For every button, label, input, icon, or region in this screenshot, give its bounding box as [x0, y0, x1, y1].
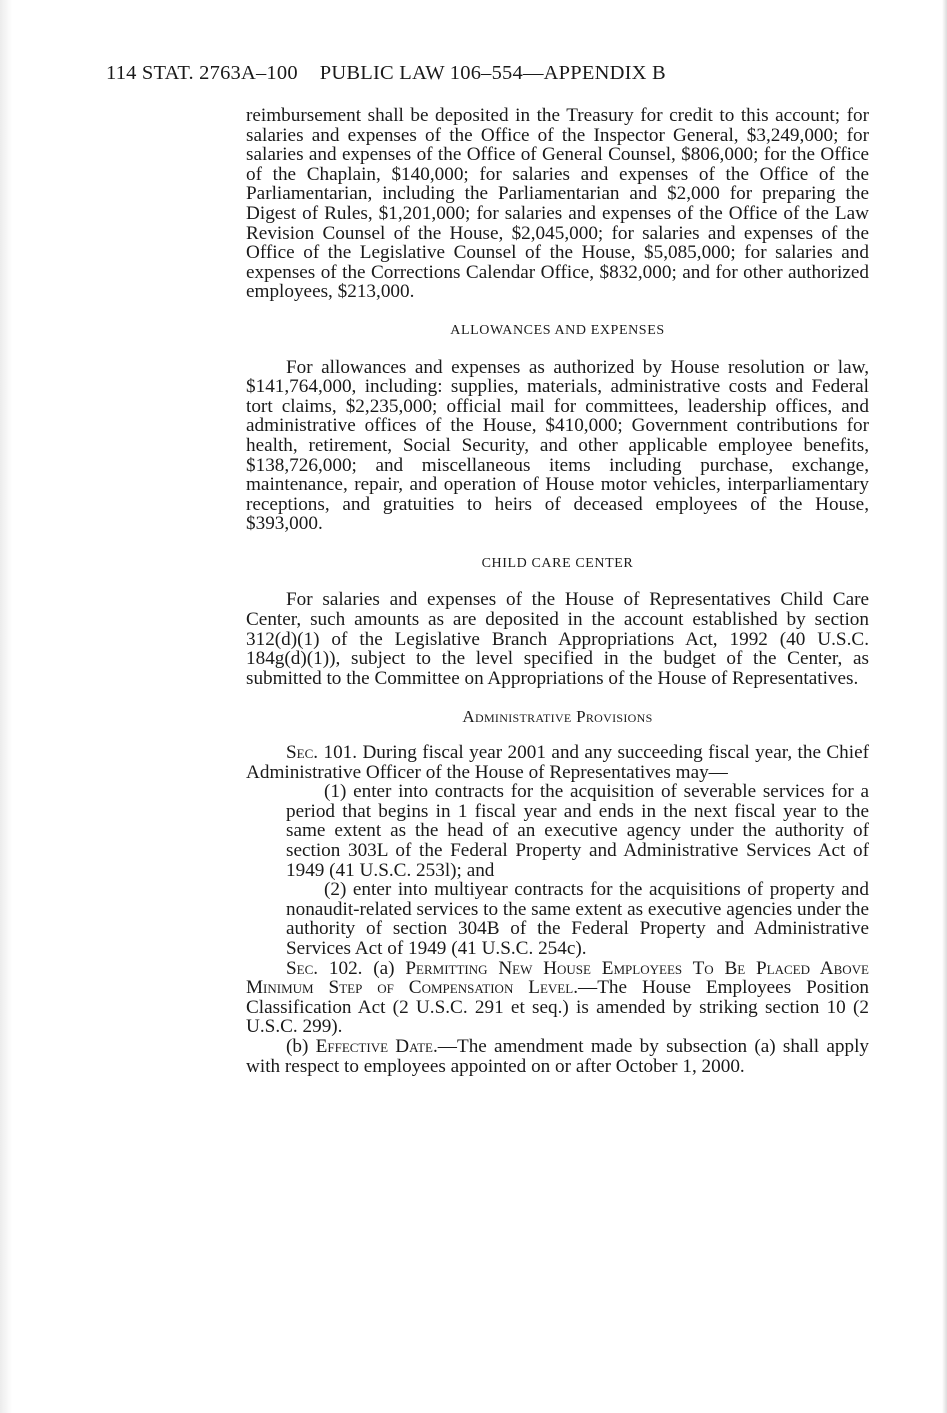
section-101-text: During fiscal year 2001 and any succeeding fiscal year, the Chief Administrative Officer of the House of Representatives may— — [246, 742, 869, 783]
page-left-edge-shadow — [0, 0, 12, 1413]
continuation-paragraph: reimbursement shall be deposited in the Treasury for credit to this account; for salaries and expenses of the Office of the Inspector General, $3,249,000; for salaries and expenses of the Office of General Counsel, $806,000; for the Office of the Chaplain, $140,000; for salaries and expenses of the Office of the Parliamentarian, including the Parliamentarian and $2,000 for preparing the Digest of Rules, $1,201,000; for salaries and expenses of the Office of the Law Revision Counsel of the House, $2,045,000; for salaries and expenses of the Office of the Legislative Counsel of the House, $5,085,000; for salaries and expenses of the Corrections Calendar Office, $832,000; and for other authorized employees, $213,000. — [246, 105, 869, 303]
public-law-title: PUBLIC LAW 106–554—APPENDIX B — [319, 62, 666, 84]
document-body — [246, 106, 869, 1076]
section-102-subsection-a — [246, 959, 869, 1037]
section-102-b-heading: Effective Date. — [315, 1035, 438, 1057]
section-101-intro — [246, 743, 869, 782]
child-care-paragraph: For salaries and expenses of the House of Representatives Child Care Center, such amounts as are deposited in the account established by section 312(d)(1) of the Legislative Branch Appropriations Act, 1992 (40 U.S.C. 184g(d)(1)), subject to the level specified in the budget of the Center, as submitted to the Committee on Appropriations of the House of Representatives. — [246, 589, 869, 689]
statute-citation: 114 STAT. 2763A–100 — [106, 62, 298, 84]
page-right-edge-shadow — [942, 0, 947, 1413]
section-102-label: Sec. 102. — [286, 957, 363, 979]
section-102-a-heading: Permitting New House Employees To Be Placed Above Minimum Step of Compensation Level. — [246, 957, 869, 999]
section-101-label: Sec. 101. — [286, 742, 358, 764]
section-102-a-text: —The House Employees Position Classification Act (2 U.S.C. 291 et seq.) is amended by striking section 10 (2 U.S.C. 299). — [246, 977, 870, 1038]
section-102-a-marker: (a) — [362, 957, 406, 979]
section-101-item-1: (1) enter into contracts for the acquisition of severable services for a period that begins in 1 fiscal year and ends in the next fiscal year to the same extent as the head of an executive agency under the authority of section 303L of the Federal Property and Administrative Services Act of 1949 (41 U.S.C. 253l); and — [286, 781, 869, 881]
heading-child-care-center: CHILD CARE CENTER — [481, 555, 634, 571]
section-102-b-text: —The amendment made by subsection (a) shall apply with respect to employees appointed on or after October 1, 2000. — [246, 1035, 870, 1077]
heading-administrative-provisions: Administrative Provisions — [462, 707, 653, 727]
allowances-paragraph: For allowances and expenses as authorized by House resolution or law, $141,764,000, including: supplies, materials, administrative costs and Federal tort claims, $2,235,000; official mail for committees, leadership offices, and administrative offices of the House, $410,000; Government contributions for health, retirement, Social Security, and other applicable employee benefits, $138,726,000; and miscellaneous items including purchase, exchange, maintenance, repair, and operation of House motor vehicles, interparliamentary receptions, and gratuities to heirs of deceased employees of the House, $393,000. — [246, 356, 869, 535]
section-102-b-marker: (b) — [286, 1035, 316, 1057]
heading-allowances-and-expenses: ALLOWANCES AND EXPENSES — [450, 322, 665, 338]
running-head — [106, 62, 806, 85]
section-101-item-2: (2) enter into multiyear contracts for the acquisitions of property and nonaudit-related services to the same extent as executive agencies under the authority of section 304B of the Federal Property and Administrative Services Act of 1949 (41 U.S.C. 254c). — [286, 879, 869, 959]
section-102-subsection-b — [246, 1037, 869, 1076]
